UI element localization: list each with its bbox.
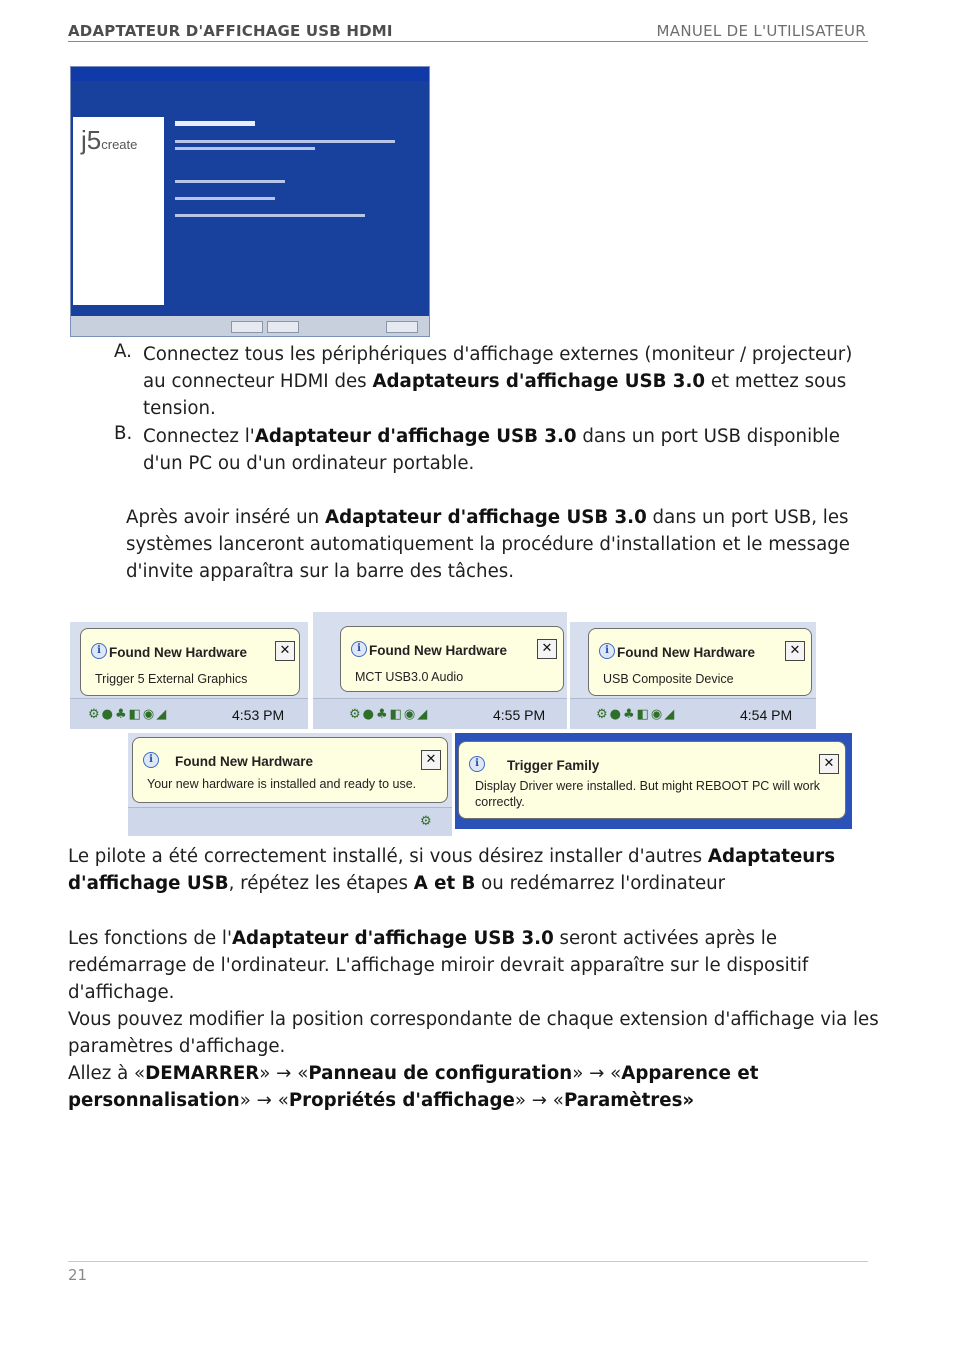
notification-balloon xyxy=(340,626,564,692)
balloon-text: Display Driver were installed. But might REBOOT PC will work correctly. xyxy=(475,779,821,809)
intro-paragraph: Après avoir inséré un Adaptateur d'affichage USB 3.0 dans un port USB, les systèmes lanceront automatiquement la procédure d'installation et le message d'invite apparaîtra sur la barre des tâches. xyxy=(126,507,850,582)
close-icon[interactable]: ✕ xyxy=(537,639,557,659)
footer-divider xyxy=(68,1261,868,1262)
balloon-title: Found New Hardware xyxy=(109,645,248,660)
balloon-text: Trigger 5 External Graphics xyxy=(95,672,248,686)
installer-screenshot xyxy=(70,66,430,337)
close-icon[interactable]: ✕ xyxy=(785,641,805,661)
tray-icons: ⚙ xyxy=(420,814,434,829)
back-button[interactable] xyxy=(231,321,263,333)
notification-balloon xyxy=(80,628,300,696)
tray-clock: 4:55 PM xyxy=(493,707,546,723)
j5create-logo: j5create xyxy=(81,125,138,155)
balloon-title: Found New Hardware xyxy=(175,754,314,769)
info-icon: i xyxy=(351,641,367,657)
paragraph-driver-installed: Le pilote a été correctement installé, si vous désirez installer d'autres Adaptateurs d'affichage USB, répétez les étapes A et B ou redémarrez l'ordinateur xyxy=(68,846,836,894)
balloon-text: USB Composite Device xyxy=(603,672,734,686)
notification-balloon xyxy=(458,741,846,819)
close-icon[interactable]: ✕ xyxy=(275,641,295,661)
balloon-screenshot-3 xyxy=(570,622,816,729)
installer-title-bar xyxy=(71,67,429,81)
balloon-title: Found New Hardware xyxy=(617,645,756,660)
taskbar xyxy=(570,698,816,729)
info-icon: i xyxy=(143,752,159,768)
info-icon: i xyxy=(91,643,107,659)
page-number: 21 xyxy=(68,1266,88,1284)
balloon-screenshot-5 xyxy=(455,733,852,829)
balloon-title: Trigger Family xyxy=(507,758,600,773)
step-a-text: Connectez tous les périphériques d'affichage externes (moniteur / projecteur) au connecteur HDMI des Adaptateurs d'affichage USB 3.0 et mettez sous tension. xyxy=(143,344,853,419)
tray-icons: ⚙●♣◧◉◢ xyxy=(88,707,169,722)
taskbar xyxy=(70,698,308,729)
tray-clock: 4:54 PM xyxy=(740,707,793,723)
cancel-button[interactable] xyxy=(386,321,418,333)
step-b-letter: B. xyxy=(114,423,133,444)
finish-button[interactable] xyxy=(267,321,299,333)
paragraph-functions: Les fonctions de l'Adaptateur d'affichage USB 3.0 seront activées après le redémarrage de l'ordinateur. L'affichage miroir devrait apparaître sur le dispositif d'affichage. xyxy=(68,928,809,1003)
balloon-screenshot-4 xyxy=(128,733,452,836)
tray-icons: ⚙●♣◧◉◢ xyxy=(349,707,430,722)
header-manual-label: MANUEL DE L'UTILISATEUR xyxy=(656,22,866,40)
close-icon[interactable]: ✕ xyxy=(819,754,839,774)
balloon-screenshot-2 xyxy=(313,612,567,729)
info-icon: i xyxy=(599,643,615,659)
close-icon[interactable]: ✕ xyxy=(421,750,441,770)
step-b-text: Connectez l'Adaptateur d'affichage USB 3.0 dans un port USB disponible d'un PC ou d'un ordinateur portable. xyxy=(143,426,840,474)
header-title: ADAPTATEUR D'AFFICHAGE USB HDMI xyxy=(68,22,393,40)
balloon-screenshot-1 xyxy=(70,622,308,729)
paragraph-display-settings: Vous pouvez modifier la position correspondante de chaque extension d'affichage via les paramètres d'affichage. xyxy=(68,1009,879,1057)
notification-balloon xyxy=(132,737,448,803)
installer-button-bar xyxy=(71,316,429,336)
tray-icons: ⚙●♣◧◉◢ xyxy=(596,707,677,722)
installer-body xyxy=(175,121,425,217)
balloon-text: MCT USB3.0 Audio xyxy=(355,670,464,684)
taskbar xyxy=(313,698,567,729)
taskbar xyxy=(128,807,452,836)
tray-clock: 4:53 PM xyxy=(232,707,285,723)
header-divider xyxy=(68,41,868,42)
navigation-path: Allez à «DEMARRER» → «Panneau de configuration» → «Apparence et personnalisation» → «Propriétés d'affichage» → «Paramètres» xyxy=(68,1063,759,1111)
step-a-letter: A. xyxy=(114,341,132,362)
balloon-text: Your new hardware is installed and ready to use. xyxy=(147,777,417,791)
info-icon: i xyxy=(469,756,485,772)
notification-balloon xyxy=(588,628,812,696)
balloon-title: Found New Hardware xyxy=(369,643,508,658)
